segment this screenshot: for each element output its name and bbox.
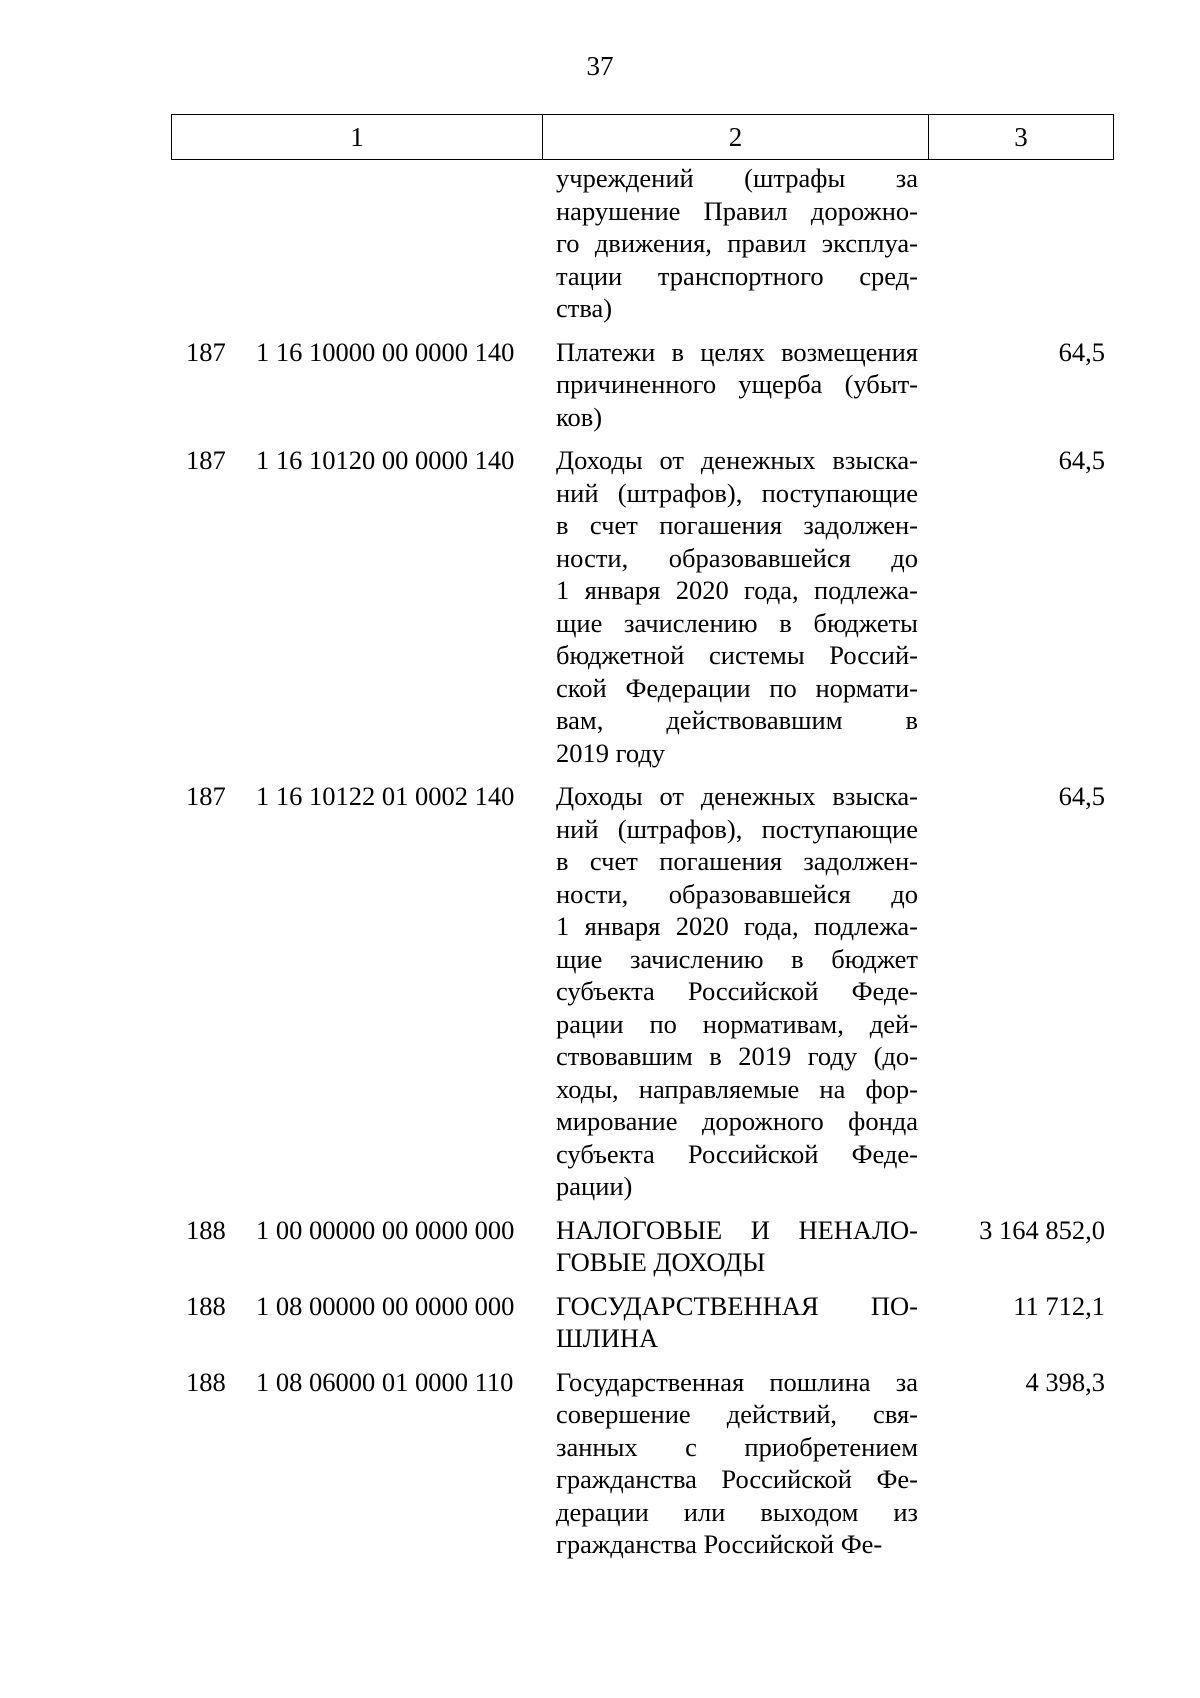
description-line: совершение действий, свя- [556,1399,918,1429]
description-cell [556,336,918,434]
page-number: 37 [586,51,614,81]
description-line: ГОСУДАРСТВЕННАЯ ПО- [556,1290,918,1321]
description-line: субъекта Российской Феде- [556,1138,918,1169]
table-row [0,780,1200,1203]
description-line: 2019 году [556,737,666,768]
org-code-cell: 187 [186,336,226,367]
description-cell [556,444,918,769]
description-line: Доходы от денежных взыска- [556,445,918,475]
amount-cell: 64,5 [1058,336,1105,367]
table-row [0,1214,1200,1279]
description-cell [556,780,918,1203]
budget-code-cell: 1 08 00000 00 0000 000 [256,1290,515,1321]
amount-cell: 64,5 [1058,445,1105,475]
description-line: вам, действовавшим в [556,705,918,735]
org-code-cell: 188 [186,1366,226,1397]
description-cell [556,1366,918,1561]
description-line: в счет погашения задолжен- [556,846,918,876]
amount-cell: 4 398,3 [1025,1366,1105,1397]
header-col-2: 2 [543,115,929,159]
table-row [0,1366,1200,1561]
description-line: гражданства Российской Фе- [556,1464,918,1494]
description-line: ГОВЫЕ ДОХОДЫ [556,1247,766,1277]
description-line: тации транспортного сред- [556,260,918,291]
budget-code-cell: 1 00 00000 00 0000 000 [256,1214,515,1245]
description-line: причиненного ущерба (убыт- [556,369,918,399]
table-body [0,162,1200,1572]
description-line: Платежи в целях возмещения [556,336,918,367]
description-line: щие зачислению в бюджет [556,943,918,974]
description-line: ходы, направляемые на фор- [556,1073,918,1104]
org-code-cell: 188 [186,1290,226,1321]
description-line: ШЛИНА [556,1323,659,1353]
description-line: ствовавшим в 2019 году (до- [556,1041,918,1071]
description-cell [556,162,918,325]
description-line: ства) [556,293,613,323]
budget-code-cell: 1 16 10122 01 0002 140 [256,781,515,811]
description-cell [556,1214,918,1279]
table-header [171,114,1114,160]
table-row [0,444,1200,769]
description-line: 1 января 2020 года, подлежа- [556,911,918,941]
description-line: занных с приобретением [556,1431,918,1462]
description-line: ности, образовавшейся до [556,542,918,573]
description-line: 1 января 2020 года, подлежа- [556,575,918,605]
amount-cell: 3 164 852,0 [979,1214,1105,1245]
description-line: ской Федерации по нормати- [556,672,918,703]
description-line: дерации или выходом из [556,1496,918,1527]
table-row [0,336,1200,434]
budget-code-cell: 1 16 10120 00 0000 140 [256,445,515,475]
description-line: рации) [556,1171,633,1201]
description-line: щие зачислению в бюджеты [556,607,918,638]
budget-code-cell: 1 08 06000 01 0000 110 [256,1366,514,1397]
description-line: НАЛОГОВЫЕ И НЕНАЛО- [556,1214,918,1245]
description-line: в счет погашения задолжен- [556,510,918,540]
description-line: нарушение Правил дорожно- [556,195,918,226]
description-line: бюджетной системы Россий- [556,640,918,670]
description-line: мирование дорожного фонда [556,1106,918,1136]
description-line: ний (штрафов), поступающие [556,813,918,844]
description-line: рации по нормативам, дей- [556,1008,918,1039]
org-code-cell: 188 [186,1214,226,1245]
org-code-cell: 187 [186,445,226,475]
amount-cell: 64,5 [1058,781,1105,811]
description-line: ний (штрафов), поступающие [556,477,918,508]
table-row [0,162,1200,325]
description-line: учреждений (штрафы за [556,163,918,193]
description-cell [556,1290,918,1355]
org-code-cell: 187 [186,781,226,811]
header-col-3: 3 [1014,121,1028,152]
table-row [0,1290,1200,1355]
description-line: го движения, правил эксплуа- [556,228,918,258]
description-line: Доходы от денежных взыска- [556,781,918,811]
description-line: Государственная пошлина за [556,1366,918,1397]
description-line: ности, образовавшейся до [556,878,918,909]
description-line: ков) [556,401,603,432]
description-line: субъекта Российской Феде- [556,976,918,1006]
description-line: гражданства Российской Фе- [556,1529,883,1559]
amount-cell: 11 712,1 [1013,1290,1105,1321]
budget-code-cell: 1 16 10000 00 0000 140 [256,336,515,367]
header-col-1: 1 [172,115,543,159]
